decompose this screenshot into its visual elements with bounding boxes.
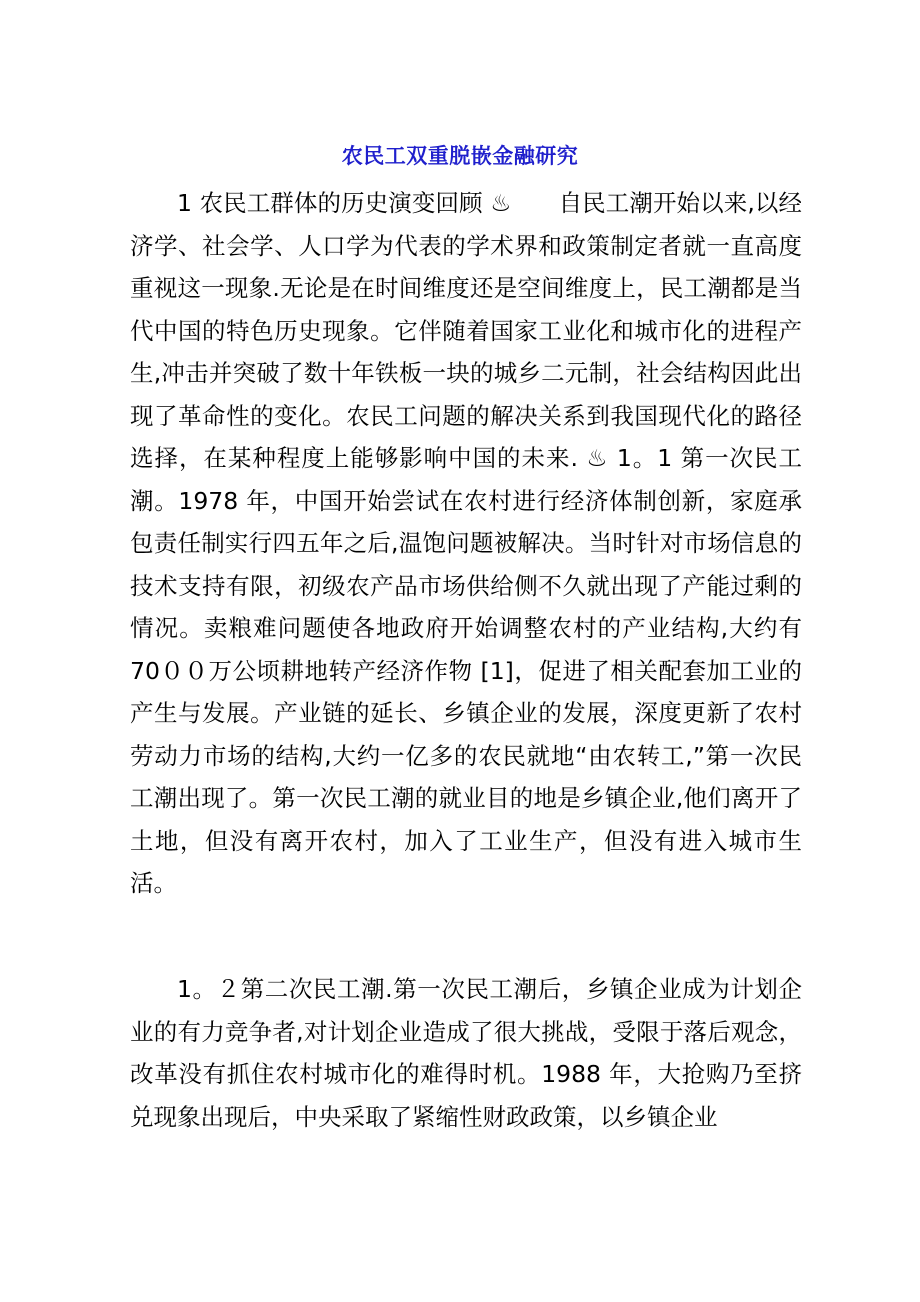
paragraph-2: 1。２第二次民工潮.第一次民工潮后，乡镇企业成为计划企业的有力竞争者,对计划企业造成了很大挑战，受限于落后观念，改革没有抓住农村城市化的难得时机。1988 年，大抢购乃至挤兑现象出现后，中央采取了紧缩性财政政策，以乡镇企业 [130, 975, 802, 1131]
paragraph-1: 1 农民工群体的历史演变回顾 ♨ 自民工潮开始以来,以经济学、社会学、人口学为代表的学术界和政策制定者就一直高度重视这一现象.无论是在时间维度还是空间维度上，民工潮都是当代中国的特色历史现象。它伴随着国家工业化和城市化的进程产生,冲击并突破了数十年铁板一块的城乡二元制，社会结构因此出现了革命性的变化。农民工问题的解决关系到我国现代化的路径选择，在某种程度上能够影响中国的未来. ♨ 1。1 第一次民工潮。1978 年，中国开始尝试在农村进行经济体制创新，家庭承包责任制实行四五年之后,温饱问题被解决。当时针对市场信息的技术支持有限，初级农产品市场供给侧不久就出现了产能过剩的情况。卖粮难问题使各地政府开始调整农村的产业结构,大约有 70００万公顷耕地转产经济作物 [1]，促进了相关配套加工业的产生与发展。产业链的延长、乡镇企业的发展，深度更新了农村劳动力市场的结构,大约一亿多的农民就地“由农转工,”第一次民工潮出现了。第一次民工潮的就业目的地是乡镇企业,他们离开了土地，但没有离开农村，加入了工业生产，但没有进入城市生活。 [130, 189, 802, 897]
document-title: 农民工双重脱嵌金融研究 [341, 144, 579, 168]
